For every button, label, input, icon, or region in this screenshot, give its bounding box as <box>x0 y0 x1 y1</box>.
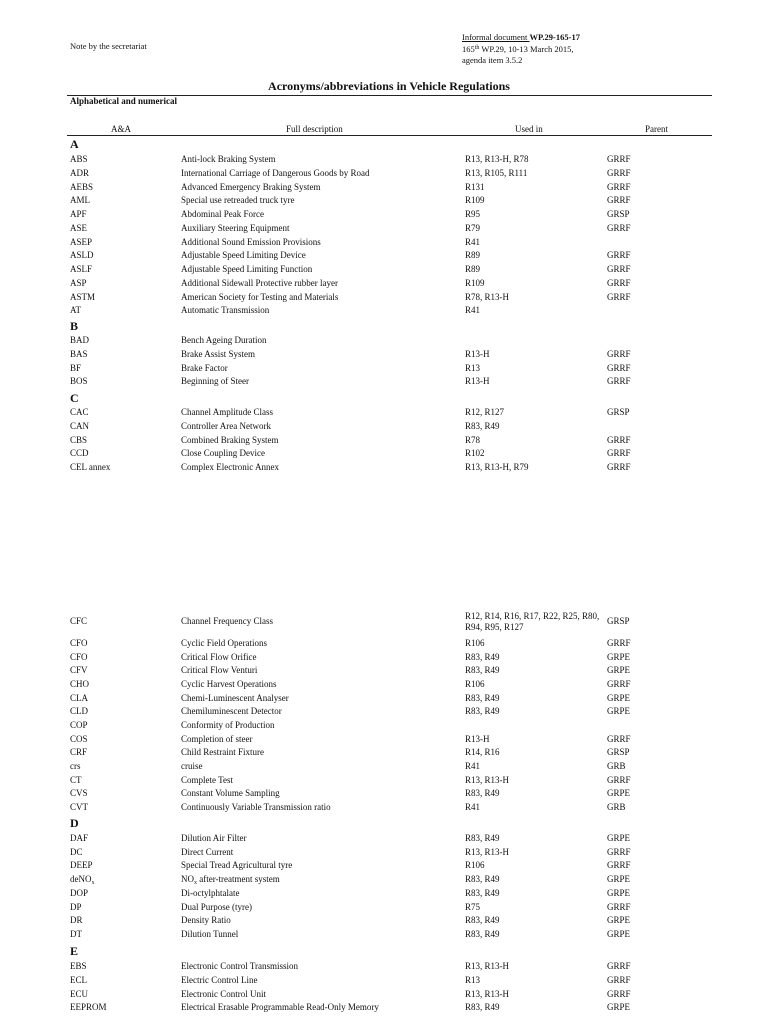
table-row <box>0 747 768 761</box>
parent-cell: GRRF <box>607 250 631 260</box>
used-in-cell: R13-H <box>465 349 490 359</box>
description-cell: Child Restraint Fixture <box>181 747 264 757</box>
used-in-cell: R13 <box>465 363 481 373</box>
description-cell: Adjustable Speed Limiting Function <box>181 264 313 274</box>
parent-cell: GRRF <box>607 734 631 744</box>
acronym-cell: ASE <box>70 223 88 233</box>
acronym-cell: APF <box>70 209 87 219</box>
used-in-cell: R13, R13-H <box>465 961 510 971</box>
description-cell: Adjustable Speed Limiting Device <box>181 250 306 260</box>
table-row <box>0 363 768 377</box>
acronym-cell: AML <box>70 195 90 205</box>
section-letter: C <box>70 391 79 405</box>
table-row <box>0 250 768 264</box>
table-row <box>0 223 768 237</box>
used-in-cell: R13 <box>465 975 481 985</box>
used-in-cell: R41 <box>465 237 481 247</box>
description-cell: Channel Amplitude Class <box>181 407 273 417</box>
acronym-cell: CRF <box>70 747 88 757</box>
column-header-aa: A&A <box>111 124 131 134</box>
parent-cell: GRSP <box>607 616 630 626</box>
used-in-cell: R41 <box>465 802 481 812</box>
page-subtitle: Alphabetical and numerical <box>70 96 178 106</box>
parent-cell: GRSP <box>607 407 630 417</box>
used-in-cell: R83, R49 <box>465 833 500 843</box>
description-cell: Constant Volume Sampling <box>181 788 280 798</box>
table-row <box>0 652 768 666</box>
used-in-cell: R83, R49 <box>465 706 500 716</box>
note-by-secretariat: Note by the secretariat <box>70 41 147 51</box>
table-row <box>0 1002 768 1016</box>
section-letter: A <box>70 137 79 151</box>
acronym-cell: DC <box>70 847 83 857</box>
parent-cell: GRRF <box>607 847 631 857</box>
table-row <box>0 720 768 734</box>
acronym-cell: CHO <box>70 679 90 689</box>
parent-cell: GRRF <box>607 195 631 205</box>
used-in-cell: R102 <box>465 448 485 458</box>
acronym-cell: CFO <box>70 652 88 662</box>
parent-cell: GRRF <box>607 902 631 912</box>
description-cell: Electrical Erasable Programmable Read-Only Memory <box>181 1002 379 1012</box>
used-in-cell: R83, R49 <box>465 788 500 798</box>
acronym-cell: CEL annex <box>70 462 111 472</box>
used-in-cell: R83, R49 <box>465 929 500 939</box>
document-id-line: Informal document WP.29-165-17 <box>462 32 580 42</box>
description-cell: Additional Sound Emission Provisions <box>181 237 321 247</box>
table-row <box>0 775 768 789</box>
acronym-cell: ASTM <box>70 292 96 302</box>
table-row <box>0 679 768 693</box>
table-row <box>0 802 768 816</box>
parent-cell: GRRF <box>607 961 631 971</box>
description-cell: Advanced Emergency Braking System <box>181 182 321 192</box>
description-cell: Dilution Air Filter <box>181 833 247 843</box>
used-in-cell: R83, R49 <box>465 915 500 925</box>
description-cell: Electric Control Line <box>181 975 258 985</box>
description-cell: Continuously Variable Transmission ratio <box>181 802 331 812</box>
description-cell: cruise <box>181 761 203 771</box>
used-in-cell: R75 <box>465 902 481 912</box>
description-cell: Controller Area Network <box>181 421 271 431</box>
table-row <box>0 915 768 929</box>
parent-cell: GRPE <box>607 1002 631 1012</box>
acronym-cell: EEPROM <box>70 1002 107 1012</box>
table-row <box>0 761 768 775</box>
acronym-cell: CCD <box>70 448 89 458</box>
parent-cell: GRPE <box>607 652 631 662</box>
parent-cell: GRB <box>607 761 626 771</box>
description-cell: Anti-lock Braking System <box>181 154 276 164</box>
parent-cell: GRPE <box>607 874 631 884</box>
used-in-cell: R109 <box>465 278 485 288</box>
description-cell: Abdominal Peak Force <box>181 209 264 219</box>
parent-cell: GRRF <box>607 975 631 985</box>
parent-cell: GRRF <box>607 448 631 458</box>
acronym-cell: CAN <box>70 421 90 431</box>
table-row <box>0 195 768 209</box>
table-row <box>0 706 768 720</box>
document-info <box>462 32 580 67</box>
table-row <box>0 168 768 182</box>
description-cell: Bench Ageing Duration <box>181 335 267 345</box>
acronym-cell: CFO <box>70 638 88 648</box>
table-row <box>0 611 768 632</box>
parent-cell: GRRF <box>607 363 631 373</box>
description-cell: Completion of steer <box>181 734 253 744</box>
section-letter: B <box>70 319 79 333</box>
parent-cell: GRSP <box>607 209 630 219</box>
used-in-cell: R83, R49 <box>465 652 500 662</box>
table-row <box>0 860 768 874</box>
acronym-cell: BAD <box>70 335 90 345</box>
table-row <box>0 264 768 278</box>
used-in-cell: R13, R105, R111 <box>465 168 528 178</box>
acronym-cell: DAF <box>70 833 89 843</box>
description-cell: Beginning of Steer <box>181 376 249 386</box>
table-row <box>0 349 768 363</box>
table-row <box>0 435 768 449</box>
acronym-cell: BF <box>70 363 82 373</box>
parent-cell: GRRF <box>607 638 631 648</box>
used-in-cell: R13-H <box>465 734 490 744</box>
parent-cell: GRPE <box>607 788 631 798</box>
table-row <box>0 292 768 306</box>
used-in-cell: R83, R49 <box>465 888 500 898</box>
parent-cell: GRPE <box>607 888 631 898</box>
table-row <box>0 182 768 196</box>
parent-cell: GRPE <box>607 833 631 843</box>
table-row <box>0 847 768 861</box>
description-cell: Close Coupling Device <box>181 448 265 458</box>
acronym-cell: ASLD <box>70 250 94 260</box>
parent-cell: GRPE <box>607 929 631 939</box>
table-row <box>0 209 768 223</box>
description-cell: Electronic Control Unit <box>181 989 266 999</box>
table-row <box>0 902 768 916</box>
column-header-parent: Parent <box>645 124 668 134</box>
description-cell: Special Tread Agricultural tyre <box>181 860 293 870</box>
used-in-cell: R106 <box>465 679 485 689</box>
acronym-cell: ADR <box>70 168 90 178</box>
table-row <box>0 278 768 292</box>
acronym-cell: CLD <box>70 706 88 716</box>
description-cell: Dilution Tunnel <box>181 929 239 939</box>
acronym-cell: CBS <box>70 435 88 445</box>
used-in-cell: R89 <box>465 250 481 260</box>
used-in-cell: R12, R127 <box>465 407 505 417</box>
description-cell: Direct Current <box>181 847 234 857</box>
header-rule <box>67 135 712 136</box>
used-in-cell: R83, R49 <box>465 665 500 675</box>
parent-cell: GRPE <box>607 665 631 675</box>
table-row <box>0 407 768 421</box>
parent-cell: GRRF <box>607 223 631 233</box>
description-cell: Special use retreaded truck tyre <box>181 195 295 205</box>
description-cell: Combined Braking System <box>181 435 279 445</box>
description-cell: Critical Flow Venturi <box>181 665 258 675</box>
parent-cell: GRRF <box>607 154 631 164</box>
acronym-cell: ASEP <box>70 237 93 247</box>
table-row <box>0 788 768 802</box>
description-cell: International Carriage of Dangerous Goods by Road <box>181 168 370 178</box>
table-row <box>0 989 768 1003</box>
table-row <box>0 154 768 168</box>
acronym-cell: CAC <box>70 407 89 417</box>
used-in-cell: R83, R49 <box>465 421 500 431</box>
acronym-cell: ASLF <box>70 264 93 274</box>
description-cell: Complex Electronic Annex <box>181 462 279 472</box>
description-cell: Chemiluminescent Detector <box>181 706 282 716</box>
page-title: Acronyms/abbreviations in Vehicle Regulations <box>268 79 510 93</box>
description-cell: Cyclic Harvest Operations <box>181 679 277 689</box>
used-in-cell: R13, R13-H, R79 <box>465 462 529 472</box>
acronym-cell: COS <box>70 734 88 744</box>
used-in-cell: R13, R13-H <box>465 989 510 999</box>
description-cell: Auxiliary Steering Equipment <box>181 223 290 233</box>
acronym-cell: DT <box>70 929 82 939</box>
table-row <box>0 693 768 707</box>
description-cell: Automatic Transmission <box>181 305 270 315</box>
table-row <box>0 665 768 679</box>
parent-cell: GRRF <box>607 775 631 785</box>
description-cell: Conformity of Production <box>181 720 275 730</box>
used-in-cell: R89 <box>465 264 481 274</box>
acronym-cell: CT <box>70 775 82 785</box>
table-row <box>0 961 768 975</box>
acronym-cell: COP <box>70 720 88 730</box>
description-cell: Cyclic Field Operations <box>181 638 267 648</box>
parent-cell: GRRF <box>607 435 631 445</box>
description-cell: Brake Factor <box>181 363 228 373</box>
table-row <box>0 734 768 748</box>
acronym-cell: DR <box>70 915 83 925</box>
acronym-cell: DEEP <box>70 860 93 870</box>
acronym-cell: CLA <box>70 693 88 703</box>
acronym-cell: ABS <box>70 154 88 164</box>
description-cell: Dual Purpose (tyre) <box>181 902 252 912</box>
parent-cell: GRPE <box>607 693 631 703</box>
description-cell: $NO_x$ after-treatment system <box>181 874 280 886</box>
description-cell: Brake Assist System <box>181 349 256 359</box>
acronym-cell: ECL <box>70 975 87 985</box>
used-in-cell: R78, R13-H <box>465 292 510 302</box>
acronym-cell: CVT <box>70 802 88 812</box>
used-in-cell: R106 <box>465 860 485 870</box>
parent-cell: GRRF <box>607 860 631 870</box>
description-cell: Critical Flow Orifice <box>181 652 257 662</box>
description-cell: Di-octylphtalate <box>181 888 240 898</box>
parent-cell: GRB <box>607 802 626 812</box>
table-row <box>0 376 768 390</box>
section-letter: D <box>70 816 79 830</box>
used-in-cell: R109 <box>465 195 485 205</box>
parent-cell: GRRF <box>607 292 631 302</box>
used-in-cell: R83, R49 <box>465 874 500 884</box>
used-in-cell: R78 <box>465 435 481 445</box>
parent-cell: GRRF <box>607 182 631 192</box>
description-cell: Density Ratio <box>181 915 231 925</box>
table-row <box>0 929 768 943</box>
acronym-cell: EBS <box>70 961 87 971</box>
table-row <box>0 448 768 462</box>
used-in-cell: R13, R13-H <box>465 847 510 857</box>
description-cell: Complete Test <box>181 775 233 785</box>
table-row <box>0 305 768 319</box>
table-row <box>0 638 768 652</box>
acronym-cell: CFC <box>70 616 88 626</box>
table-row <box>0 975 768 989</box>
description-cell: Chemi-Luminescent Analyser <box>181 693 289 703</box>
acronym-cell: deNO$_x$ <box>70 874 95 886</box>
column-header-full-description: Full description <box>286 124 343 134</box>
parent-cell: GRRF <box>607 168 631 178</box>
acronym-cell: AT <box>70 305 81 315</box>
description-cell: Additional Sidewall Protective rubber layer <box>181 278 338 288</box>
acronym-cell: CFV <box>70 665 88 675</box>
section-letter: E <box>70 944 79 958</box>
acronym-cell: ECU <box>70 989 88 999</box>
acronym-cell: DOP <box>70 888 89 898</box>
parent-cell: GRRF <box>607 349 631 359</box>
parent-cell: GRRF <box>607 462 631 472</box>
agenda-line: agenda item 3.5.2 <box>462 55 523 65</box>
table-row <box>0 237 768 251</box>
used-in-cell: R41 <box>465 761 481 771</box>
parent-cell: GRPE <box>607 915 631 925</box>
used-in-cell: R13-H <box>465 376 490 386</box>
description-cell: Channel Frequency Class <box>181 616 273 626</box>
acronym-cell: ASP <box>70 278 87 288</box>
acronym-cell: crs <box>70 761 81 771</box>
used-in-cell: R41 <box>465 305 481 315</box>
parent-cell: GRRF <box>607 264 631 274</box>
used-in-cell: R95 <box>465 209 481 219</box>
used-in-cell: R79 <box>465 223 481 233</box>
table-row <box>0 874 768 888</box>
table-row <box>0 335 768 349</box>
parent-cell: GRRF <box>607 376 631 386</box>
used-in-cell: R13, R13-H, R78 <box>465 154 529 164</box>
acronym-cell: BAS <box>70 349 88 359</box>
parent-cell: GRRF <box>607 679 631 689</box>
used-in-cell: R13, R13-H <box>465 775 510 785</box>
session-line: 165th WP.29, 10-13 March 2015, <box>462 43 574 54</box>
used-in-cell: R14, R16 <box>465 747 500 757</box>
used-in-cell: R83, R49 <box>465 1002 500 1012</box>
acronym-cell: CVS <box>70 788 88 798</box>
table-row <box>0 833 768 847</box>
parent-cell: GRPE <box>607 706 631 716</box>
description-cell: Electronic Control Transmission <box>181 961 298 971</box>
table-row <box>0 888 768 902</box>
acronym-cell: DP <box>70 902 82 912</box>
parent-cell: GRRF <box>607 278 631 288</box>
used-in-cell: R106 <box>465 638 485 648</box>
table-row <box>0 421 768 435</box>
acronym-cell: AEBS <box>70 182 94 192</box>
parent-cell: GRSP <box>607 747 630 757</box>
table-row <box>0 462 768 476</box>
used-in-cell: R131 <box>465 182 485 192</box>
description-cell: American Society for Testing and Materials <box>181 292 339 302</box>
acronym-cell: BOS <box>70 376 88 386</box>
used-in-cell: R12, R14, R16, R17, R22, R25, R80, R94, R95, R127 <box>465 611 600 632</box>
used-in-cell: R83, R49 <box>465 693 500 703</box>
parent-cell: GRRF <box>607 989 631 999</box>
column-header-used-in: Used in <box>515 124 543 134</box>
